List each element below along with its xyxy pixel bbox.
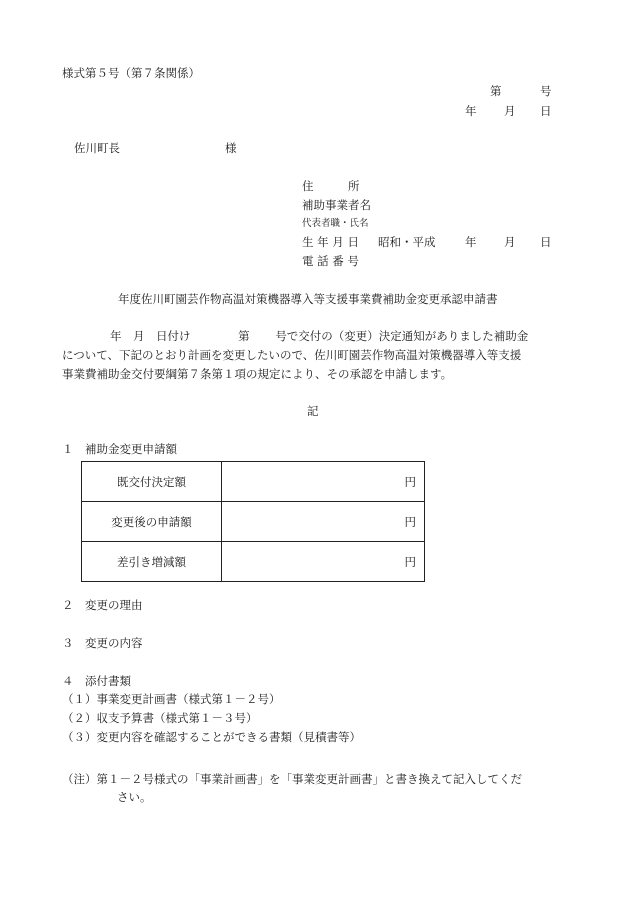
note-line-1: （注）第１－２号様式の「事業計画書」を「事業変更計画書」と書き換えて記入してくだ — [62, 772, 522, 786]
section-3-heading: ３ 変更の内容 — [62, 636, 143, 650]
applicant-birth-label: 生 年 月 日 — [302, 235, 359, 249]
addressee-name: 佐川町長 — [74, 141, 120, 155]
attachment-item-3: （３）変更内容を確認することができる書類（見積書等） — [62, 730, 361, 744]
body-line-1-rest: 号で交付の（変更）決定通知がありました補助金 — [275, 329, 529, 343]
table-row — [82, 462, 425, 502]
section-1-heading: １ 補助金変更申請額 — [62, 442, 177, 456]
note — [62, 770, 562, 806]
note-line-2: さい。 — [117, 790, 152, 804]
date-hi: 日 — [540, 104, 552, 118]
body-line-1-date: 年 月 日付け — [110, 329, 191, 343]
applicant-birth-nen: 年 — [465, 235, 477, 249]
doc-number-dai: 第 — [490, 84, 502, 98]
addressee-sama: 様 — [225, 141, 237, 155]
section-2-heading: ２ 変更の理由 — [62, 598, 143, 612]
doc-number-go: 号 — [540, 84, 552, 98]
attachment-item-1: （１）事業変更計画書（様式第１－２号） — [62, 692, 281, 706]
ki-heading: 記 — [307, 404, 319, 418]
row-unit: 円 — [222, 502, 425, 542]
form-number: 様式第５号（第７条関係） — [62, 66, 200, 80]
date-nen: 年 — [465, 104, 477, 118]
table-row — [82, 502, 425, 542]
date-tsuki: 月 — [504, 104, 516, 118]
attachment-item-2: （２）収支予算書（様式第１－３号） — [62, 711, 258, 725]
applicant-birth-hi: 日 — [540, 235, 552, 249]
body-line-2: について、下記のとおり計画を変更したいので、佐川町園芸作物高温対策機器導入等支援 — [62, 348, 522, 362]
row-label: 差引き増減額 — [82, 542, 222, 582]
body-line-1-dai: 第 — [238, 329, 250, 343]
applicant-rep-label: 代表者職・氏名 — [302, 218, 369, 229]
applicant-birth-era: 昭和・平成 — [378, 235, 436, 249]
body-paragraph — [62, 327, 562, 384]
row-label: 変更後の申請額 — [82, 502, 222, 542]
amount-table — [81, 461, 425, 582]
document-title: 年度佐川町園芸作物高温対策機器導入等支援事業費補助金変更承認申請書 — [118, 292, 498, 306]
applicant-birth-tsuki: 月 — [504, 235, 516, 249]
body-line-1 — [62, 327, 562, 346]
body-line-3: 事業費補助金交付要綱第７条第１項の規定により、その承認を申請します。 — [62, 367, 453, 381]
row-unit: 円 — [222, 462, 425, 502]
row-unit: 円 — [222, 542, 425, 582]
applicant-phone-label: 電 話 番 号 — [302, 254, 359, 268]
row-label: 既交付決定額 — [82, 462, 222, 502]
applicant-address-label: 住 所 — [302, 179, 360, 193]
table-row — [82, 542, 425, 582]
section-4-heading: ４ 添付書類 — [62, 674, 131, 688]
applicant-company-label: 補助事業者名 — [302, 198, 371, 212]
